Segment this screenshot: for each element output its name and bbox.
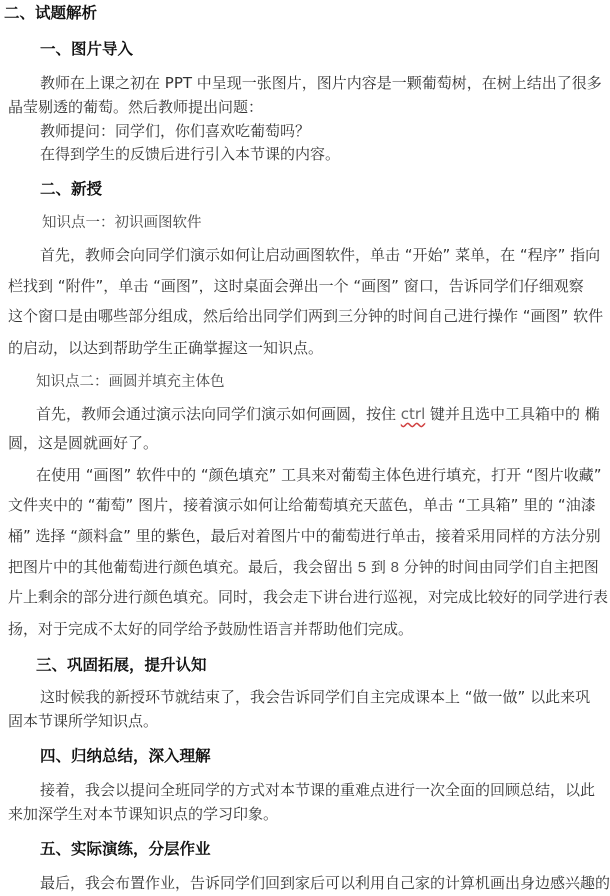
heading-summary: 四、归纳总结，深入理解 bbox=[40, 747, 211, 765]
paragraph-line: 的启动，以达到帮助学生正确掌握这一知识点。 bbox=[8, 339, 324, 357]
heading-practice: 五、实际演练，分层作业 bbox=[40, 840, 211, 858]
heading-new-lesson: 二、新授 bbox=[40, 180, 103, 198]
paragraph-line: 桶” 选择 “颜料盒” 里的紫色，最后对着图片中的葡萄进行单击，接着采用同样的方法分别 bbox=[8, 527, 601, 545]
paragraph-line: 在使用 “画图” 软件中的 “颜色填充” 工具来对葡萄主体色进行填充，打开 “图片收藏” bbox=[36, 466, 602, 484]
text-span: 分钟的时间由同学们自主把图 bbox=[399, 558, 599, 576]
paragraph-line: 来加深学生对本节课知识点的学习印象。 bbox=[8, 805, 279, 823]
paragraph-line: 接着，我会以提问全班同学的方式对本节课的重难点进行一次全面的回顾总结，以此 bbox=[40, 781, 596, 799]
knowledge-point-2: 知识点二：画圆并填充主体色 bbox=[36, 374, 225, 390]
paragraph-line: 教师提问：同学们，你们喜欢吃葡萄吗？ bbox=[40, 122, 311, 140]
number-five: 5 bbox=[357, 559, 367, 576]
heading-picture-intro: 一、图片导入 bbox=[40, 40, 134, 58]
paragraph-line: 晶莹剔透的葡萄。然后教师提出问题： bbox=[8, 98, 264, 116]
knowledge-point-1: 知识点一：初识画图软件 bbox=[42, 215, 202, 231]
paragraph-line: 文件夹中的 “葡萄” 图片，接着演示如何让给葡萄填充天蓝色，单击 “工具箱” 里的 “油漆 bbox=[8, 496, 596, 514]
number-eight: 8 bbox=[390, 559, 400, 576]
paragraph-line: 栏找到 “附件”，单击 “画图”，这时桌面会弹出一个 “画图” 窗口，告诉同学们仔细观察 bbox=[8, 277, 584, 295]
paragraph-line: 这个窗口是由哪些部分组成，然后给出同学们两到三分钟的时间自己进行操作 “画图” 软件 bbox=[8, 307, 604, 325]
paragraph-line: 教师在上课之初在 PPT 中呈现一张图片，图片内容是一颗葡萄树，在树上结出了很多 bbox=[40, 74, 602, 92]
paragraph-line: 圆，这是圆就画好了。 bbox=[8, 434, 159, 452]
paragraph-line bbox=[36, 403, 600, 425]
paragraph-line: 这时候我的新授环节就结束了，我会告诉同学们自主完成课本上 “做一做” 以此来巩 bbox=[40, 688, 591, 706]
paragraph-line bbox=[8, 556, 599, 579]
section-title: 二、试题解析 bbox=[4, 4, 98, 22]
paragraph-line: 首先，教师会向同学们演示如何让启动画图软件，单击 “开始” 菜单，在 “程序” 指向 bbox=[40, 246, 601, 264]
paragraph-line: 固本节课所学知识点。 bbox=[8, 712, 159, 730]
text-span: 键并且选中工具箱中的 椭 bbox=[425, 405, 600, 423]
paragraph-line: 最后，我会布置作业，告诉同学们回到家后可以利用自己家的计算机画出身边感兴趣的 bbox=[40, 874, 610, 892]
paragraph-line: 扬，对于完成不太好的同学给予鼓励性语言并帮助他们完成。 bbox=[8, 620, 414, 638]
ctrl-key-term: ctrl bbox=[400, 405, 426, 423]
text-span: 到 bbox=[366, 558, 391, 576]
text-span: 首先，教师会通过演示法向同学们演示如何画圆，按住 bbox=[36, 405, 401, 423]
paragraph-line: 在得到学生的反馈后进行引入本节课的内容。 bbox=[40, 145, 341, 163]
paragraph-line: 片上剩余的部分进行颜色填充。同时，我会走下讲台进行巡视，对完成比较好的同学进行表 bbox=[8, 588, 609, 606]
heading-consolidate: 三、巩固拓展，提升认知 bbox=[36, 656, 207, 674]
text-span: 把图片中的其他葡萄进行颜色填充。最后，我会留出 bbox=[8, 558, 358, 576]
